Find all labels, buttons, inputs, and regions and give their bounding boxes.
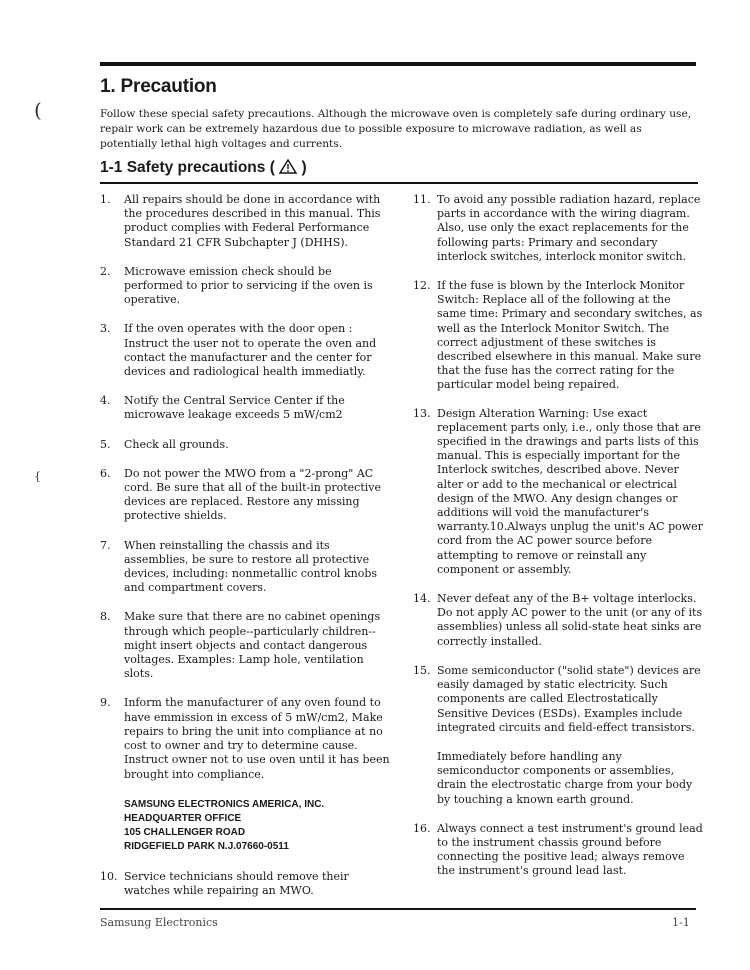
address-line: HEADQUARTER OFFICE (124, 812, 242, 824)
item-text: Make sure that there are no cabinet openings through which people--particularly children--might insert objects and contact dangerous voltages. Examples: Lamp hole, ventilation slots. (124, 610, 381, 681)
list-item (100, 265, 390, 308)
item-text: Do not power the MWO from a "2-prong" AC cord. Be sure that all of the built-in protective devices are replaced. Restore any missing protective shields. (124, 466, 382, 523)
item-number: 11. (413, 193, 431, 206)
item-number: 4. (100, 394, 111, 408)
list-item (100, 610, 390, 681)
right-column (413, 193, 703, 879)
item-text: Design Alteration Warning: Use exact replacement parts only, i.e., only those that are specified in the drawings and parts lists of this manual. This is especially important for the Interlock switches, described above. Never alter or add to the mechanical or electrical design of the MWO. Any design changes or additions will void the manufacturer's warranty.10.Always unplug the unit's AC power cord from the AC power source before attempting to remove or reinstall any component or assembly. (437, 406, 703, 576)
address-line: 105 CHALLENGER ROAD (124, 827, 246, 839)
item-number: 12. (413, 279, 431, 293)
item-number: 13. (413, 406, 431, 420)
subtitle-rule (100, 182, 698, 184)
list-item (413, 193, 703, 264)
page-title: 1. Precaution (100, 76, 217, 97)
address-line: RIDGEFIELD PARK N.J.07660-0511 (124, 841, 289, 853)
item-number: 2. (100, 264, 111, 278)
item-text: If the fuse is blown by the Interlock Monitor Switch: Replace all of the following at the same time: Primary and secondary switches, as well as the Interlock Monitor Switch. The correct adjustment of these switches is described elsewhere in this manual. Make sure that the fuse has the correct rating for the particular model being repaired. (437, 279, 703, 392)
list-item (100, 539, 390, 596)
item-number: 15. (413, 663, 431, 677)
item-number: 14. (413, 592, 431, 606)
item-number: 10. (100, 869, 118, 883)
item-text: Some semiconductor ("solid state") devices are easily damaged by static electricity. Such components are called Electrostatically Sensitive Devices (ESDs). Examples include integrated circuits and field-effect transistors. (437, 663, 701, 734)
left-column (100, 193, 390, 898)
item-text: All repairs should be done in accordance with the procedures described in this manual. This product complies with Federal Performance Standard 21 CFR Subchapter J (DHHS). (124, 193, 381, 249)
section-subtitle (100, 159, 307, 177)
list-item (100, 870, 390, 898)
warning-triangle-icon (279, 159, 297, 174)
footer-page-number: 1-1 (672, 916, 690, 929)
list-item (413, 664, 703, 807)
list-item (100, 193, 390, 250)
address-line: SAMSUNG ELECTRONICS AMERICA, INC. (124, 798, 325, 810)
subtitle-prefix: 1-1 Safety precautions ( (100, 159, 275, 176)
intro-paragraph: Follow these special safety precautions. Although the microwave oven is completely safe during ordinary use, repair work can be extremely hazardous due to possible exposure to microwave radiation, as well as potentially lethal high voltages and currents. (100, 108, 692, 150)
footer-brand: Samsung Electronics (100, 916, 218, 929)
list-item (100, 467, 390, 524)
item-text: Always connect a test instrument's ground lead to the instrument chassis ground before connecting the positive lead; always remove the instrument's ground lead last. (437, 821, 703, 878)
item-text: If the oven operates with the door open : Instruct the user not to operate the oven and contact the manufacturer and the center for devices and radiological health immediatly. (124, 322, 377, 379)
item-text: Microwave emission check should be performed to prior to servicing if the oven is operative. (124, 264, 373, 307)
list-item (413, 592, 703, 649)
item-text: Inform the manufacturer of any oven found to have emmission in excess of 5 mW/cm2, Make repairs to bring the unit into compliance at no cost to owner and try to determine cause. Instruct owner not to use oven until it has been brought into compliance. (124, 696, 390, 781)
item-text: Check all grounds. (124, 437, 229, 451)
item-number: 7. (100, 538, 111, 552)
list-item (100, 438, 390, 452)
item-text: To avoid any possible radiation hazard, replace parts in accordance with the wiring diagram. Also, use only the exact replacements for the following parts: Primary and secondary interlock switches, interlock monitor switch. (437, 193, 701, 263)
item-number: 9. (100, 696, 111, 710)
footer-rule (100, 908, 696, 910)
item-text: When reinstalling the chassis and its assemblies, be sure to restore all protective devices, including: nonmetallic control knobs and compartment covers. (124, 538, 378, 595)
item-text: Immediately before handling any semiconductor components or assemblies, drain the electrostatic charge from your body by touching a known earth ground. (437, 749, 693, 806)
item-text: Service technicians should remove their watches while repairing an MWO. (124, 869, 349, 897)
company-address (124, 798, 390, 855)
item-number: 16. (413, 821, 431, 835)
item-number: 5. (100, 437, 111, 451)
item-number: 3. (100, 322, 111, 336)
list-item (413, 822, 703, 879)
item-number: 8. (100, 610, 111, 624)
top-rule (100, 62, 696, 66)
subtitle-suffix: ) (301, 159, 307, 176)
list-item (413, 407, 703, 577)
list-item (100, 394, 390, 422)
margin-mark: { (34, 470, 41, 483)
list-item (100, 696, 390, 854)
item-text: Notify the Central Service Center if the microwave leakage exceeds 5 mW/cm2 (124, 394, 345, 422)
list-item (100, 322, 390, 379)
item-text: Never defeat any of the B+ voltage interlocks. Do not apply AC power to the unit (or any of its assemblies) unless all solid-state heat sinks are correctly installed. (437, 592, 703, 648)
list-item (413, 279, 703, 393)
item-number: 6. (100, 466, 111, 480)
margin-mark: ( (34, 98, 42, 122)
item-number: 1. (100, 193, 111, 206)
